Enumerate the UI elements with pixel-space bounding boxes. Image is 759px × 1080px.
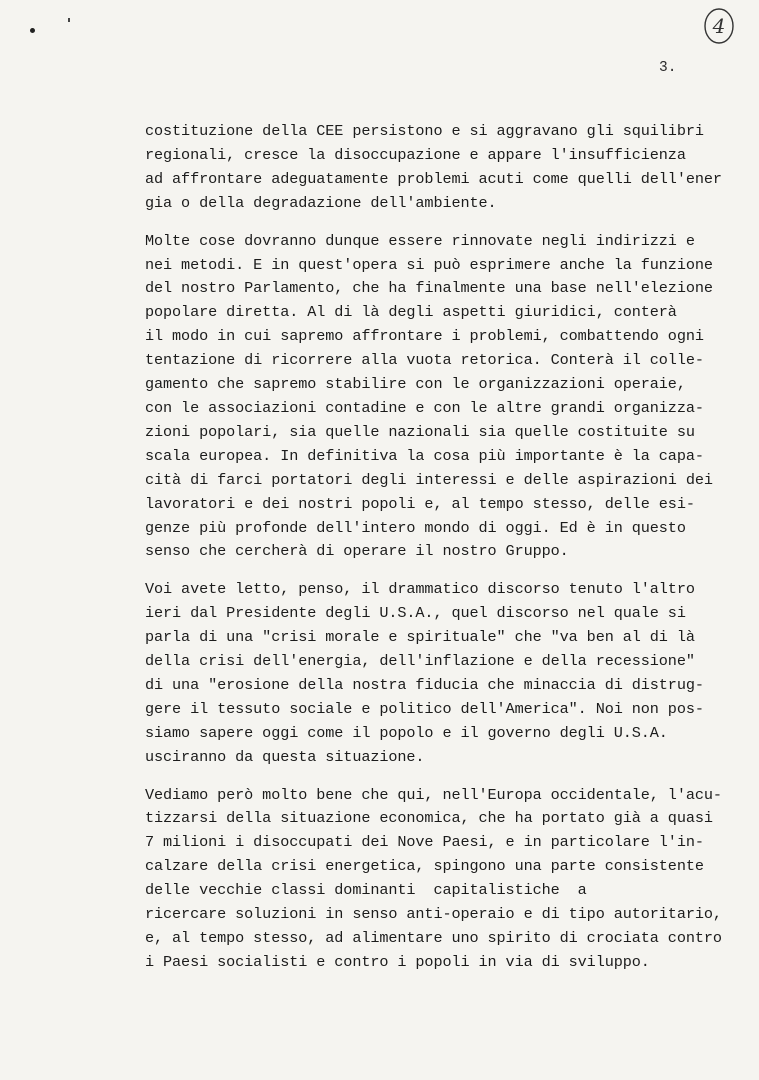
text-line: e, al tempo stesso, ad alimentare uno spirito di crociata contro [145,929,722,947]
text-line: della crisi dell'energia, dell'inflazione e della recessione" [145,652,695,671]
paragraph [145,784,745,975]
document-body [145,120,745,975]
text-line: cità di farci portatori degli interessi e delle aspirazioni dei [145,470,713,489]
text-line: ad affrontare adeguatamente problemi acuti come quelli dell'ener [145,169,722,188]
text-line: delle vecchie classi dominanti capitalistiche a [145,881,587,900]
ink-speck [30,28,35,33]
text-line: calzare della crisi energetica, spingono una parte consistente [145,857,704,876]
text-line: parla di una "crisi morale e spirituale" che "va ben al di là [145,628,695,647]
text-line: gamento che sapremo stabilire con le organizzazioni operaie, [145,375,686,394]
text-line: popolare diretta. Al di là degli aspetti giuridici, conterà [145,303,677,322]
text-line: regionali, cresce la disoccupazione e appare l'insufficienza [145,145,686,164]
text-line: genze più profonde dell'intero mondo di oggi. Ed è in questo [145,518,686,537]
paragraph [145,230,745,565]
paragraph [145,120,745,216]
text-line: scala europea. In definitiva la cosa più importante è la capa- [145,446,704,465]
text-line: con le associazioni contadine e con le altre grandi organizza- [145,398,704,417]
text-line: Molte cose dovranno dunque essere rinnovate negli indirizzi e [145,231,695,250]
text-line: gere il tessuto sociale e politico dell'America". Noi non pos- [145,699,704,718]
page-number: 3. [659,60,677,76]
text-line: gia o della degradazione dell'ambiente. [145,193,497,212]
text-line: di una "erosione della nostra fiducia che minaccia di distrug- [145,675,704,694]
text-line: usciranno da questa situazione. [145,747,425,766]
text-line: zioni popolari, sia quelle nazionali sia quelle costituite su [145,422,695,441]
text-line: tizzarsi della situazione economica, che ha portato già a quasi [145,809,713,828]
text-line: il modo in cui sapremo affrontare i problemi, combattendo ogni [145,327,704,346]
text-line: Vediamo però molto bene che qui, nell'Europa occidentale, l'acu- [145,785,722,804]
text-line: ieri dal Presidente degli U.S.A., quel discorso nel quale si [145,604,686,623]
text-line: ricercare soluzioni in senso anti-operaio e di tipo autoritario, [145,905,722,924]
circled-page-mark [702,6,736,46]
text-line: costituzione della CEE persistono e si aggravano gli squilibri [145,122,704,140]
corner-mark-text: 4 [712,14,726,38]
text-line: 7 milioni i disoccupati dei Nove Paesi, e in particolare l'in- [145,833,704,852]
text-line: siamo sapere oggi come il popolo e il governo degli U.S.A. [145,723,668,742]
text-line: i Paesi socialisti e contro i popoli in via di sviluppo. [145,952,650,971]
paragraph [145,578,745,769]
text-line: del nostro Parlamento, che ha finalmente una base nell'elezione [145,279,713,298]
text-line: nei metodi. E in quest'opera si può esprimere anche la funzione [145,255,713,274]
text-line: tentazione di ricorrere alla vuota retorica. Conterà il colle- [145,351,704,370]
text-line: Voi avete letto, penso, il drammatico discorso tenuto l'altro [145,580,695,599]
ink-speck [68,18,70,22]
text-line: lavoratori e dei nostri popoli e, al tempo stesso, delle esi- [145,494,695,513]
text-line: senso che cercherà di operare il nostro Gruppo. [145,542,569,561]
